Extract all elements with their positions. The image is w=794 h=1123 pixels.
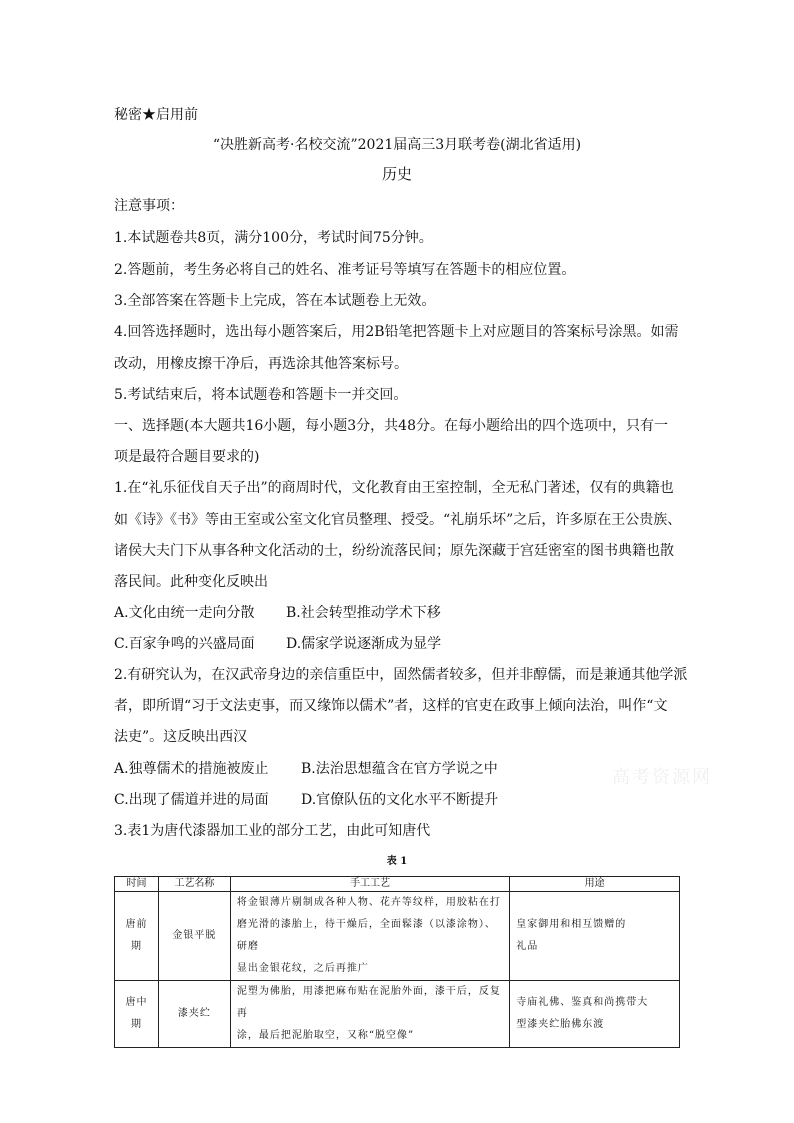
column-header: 用途 bbox=[510, 877, 680, 892]
cell-time: 唐前期 bbox=[115, 892, 159, 981]
cell-line: 显出金银花纹，之后再推广 bbox=[236, 963, 369, 974]
question-1-option-b: B.社会转型推动学术下移 bbox=[286, 605, 441, 621]
exam-title: “决胜新高考·名校交流”2021届高三3月联考卷(湖北省适用) bbox=[212, 137, 582, 153]
question-2-option-b: B.法治思想蕴含在官方学说之中 bbox=[301, 761, 498, 777]
cell-line: 将金银薄片剔制成各种人物、花卉等纹样，用胶粘在打 bbox=[236, 897, 501, 908]
table-caption: 表 1 bbox=[386, 856, 408, 867]
cell-craft bbox=[230, 892, 509, 981]
notice-item: 1.本试题卷共8页，满分100分，考试时间75分钟。 bbox=[114, 230, 433, 246]
cell-line: 皇家御用和相互馈赠的 bbox=[516, 919, 627, 930]
cell-line: 磨光滑的漆胎上，待干燥后，全面髹漆（以漆涂物）、研磨 bbox=[236, 919, 496, 952]
cell-craft bbox=[230, 981, 509, 1048]
cell-use bbox=[510, 981, 680, 1048]
question-1-text: 落民间。此种变化反映出 bbox=[114, 574, 268, 590]
question-1-text: 诸侯大夫门下从事各种文化活动的士，纷纷流落民间；原先深藏于宫廷密室的图书典籍也散 bbox=[114, 543, 674, 559]
column-header: 工艺名称 bbox=[158, 877, 230, 892]
notice-heading: 注意事项： bbox=[114, 198, 184, 214]
cell-line: 涂，最后把泥胎取空，又称“脱空像” bbox=[236, 1030, 415, 1041]
table-row bbox=[115, 981, 680, 1048]
cell-name: 金银平脱 bbox=[158, 892, 230, 981]
section-heading: 一、选择题(本大题共16小题，每小题3分，共48分。在每小题给出的四个选项中，只有一 bbox=[114, 418, 668, 434]
subject-title: 历史 bbox=[381, 165, 412, 183]
question-2-option-c: C.出现了儒道并进的局面 bbox=[114, 792, 269, 808]
question-1-option-c: C.百家争鸣的兴盛局面 bbox=[114, 636, 255, 652]
cell-line: 寺庙礼佛、鉴真和尚携带大 bbox=[516, 997, 649, 1008]
section-heading: 项是最符合题目要求的) bbox=[114, 449, 260, 465]
notice-item: 5.考试结束后，将本试题卷和答题卡一并交回。 bbox=[114, 387, 408, 403]
question-1-option-a: A.文化由统一走向分散 bbox=[114, 605, 255, 621]
cell-time: 唐中期 bbox=[115, 981, 159, 1048]
question-1-text: 1.在“礼乐征伐自天子出”的商周时代，文化教育由王室控制，全无私门著述，仅有的典籍也 bbox=[114, 480, 674, 496]
question-2-option-d: D.官僚队伍的文化水平不断提升 bbox=[301, 792, 499, 808]
question-2-text: 者，即所谓“习于文法吏事，而又缘饰以儒术”者，这样的官吏在政事上倾向法治，叫作“文 bbox=[114, 698, 668, 714]
cell-name: 漆夹纻 bbox=[158, 981, 230, 1048]
cell-line: 泥塑为佛胎，用漆把麻布贴在泥胎外面，漆干后，反复再 bbox=[236, 986, 501, 1019]
question-2-option-a: A.独尊儒术的措施被废止 bbox=[114, 761, 269, 777]
cell-line: 礼品 bbox=[516, 941, 539, 952]
column-header: 时间 bbox=[115, 877, 159, 892]
notice-item: 4.回答选择题时，选出每小题答案后，用2B铅笔把答题卡上对应题目的答案标号涂黑。如需 bbox=[114, 324, 679, 340]
column-header: 手工工艺 bbox=[230, 877, 509, 892]
notice-item: 3.全部答案在答题卡上完成，答在本试题卷上无效。 bbox=[114, 293, 436, 309]
table-header-row bbox=[115, 877, 680, 892]
question-1-option-d: D.儒家学说逐渐成为显学 bbox=[286, 636, 442, 652]
question-2-text: 法吏”。这反映出西汉 bbox=[114, 729, 248, 745]
secret-label: 秘密★启用前 bbox=[114, 107, 198, 123]
question-1-text: 如《诗》《书》等由王室或公室文化官员整理、授受。“礼崩乐坏”之后，许多原在王公贵族、 bbox=[114, 512, 682, 528]
watermark: 高考资源网 bbox=[612, 767, 712, 788]
question-2-text: 2.有研究认为，在汉武帝身边的亲信重臣中，固然儒者较多，但并非醇儒，而是兼通其他学派 bbox=[114, 667, 688, 683]
cell-use bbox=[510, 892, 680, 981]
notice-item: 改动，用橡皮擦干净后，再选涂其他答案标号。 bbox=[114, 356, 408, 372]
table-row bbox=[115, 892, 680, 981]
craft-table bbox=[114, 876, 680, 1048]
notice-item: 2.答题前，考生务必将自己的姓名、准考证号等填写在答题卡的相应位置。 bbox=[114, 262, 576, 278]
question-3-text: 3.表1为唐代漆器加工业的部分工艺，由此可知唐代 bbox=[114, 823, 431, 839]
cell-line: 型漆夹纻胎佛东渡 bbox=[516, 1019, 605, 1030]
